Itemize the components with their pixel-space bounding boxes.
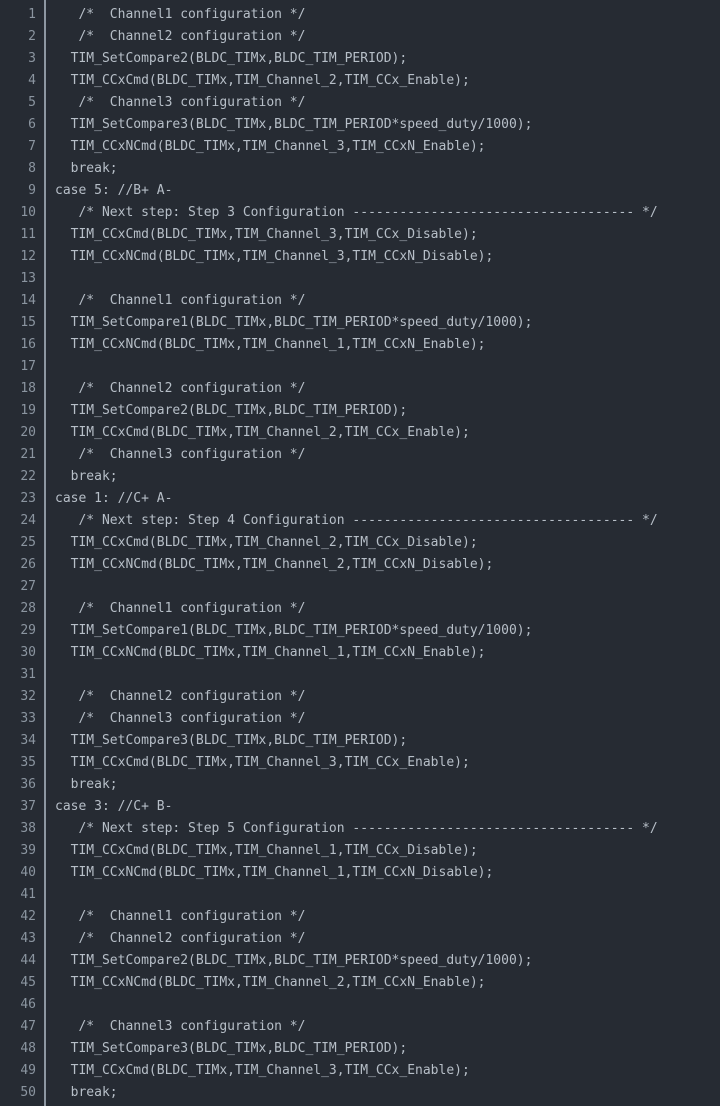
code-text[interactable]	[44, 268, 720, 290]
line-number: 44	[20, 953, 36, 968]
code-text[interactable]	[44, 884, 720, 906]
line-number: 6	[28, 117, 36, 132]
line-number: 41	[20, 887, 36, 902]
line-number: 42	[20, 909, 36, 924]
code-line-row	[0, 246, 720, 268]
code-text[interactable]: TIM_CCxCmd(BLDC_TIMx,TIM_Channel_1,TIM_CCx_Disable);	[55, 843, 478, 858]
code-line-row	[0, 554, 720, 576]
code-text[interactable]: break;	[55, 469, 118, 484]
code-line-row	[0, 224, 720, 246]
line-number: 14	[20, 293, 36, 308]
line-number: 50	[20, 1085, 36, 1100]
code-line-row	[0, 730, 720, 752]
code-line-row	[0, 532, 720, 554]
code-line-row	[0, 26, 720, 48]
line-number: 37	[20, 799, 36, 814]
code-line-row	[0, 576, 720, 598]
code-text[interactable]: /* Next step: Step 3 Configuration ------------------------------------ */	[55, 205, 658, 220]
line-number: 10	[20, 205, 36, 220]
code-text[interactable]: TIM_SetCompare3(BLDC_TIMx,BLDC_TIM_PERIOD*speed_duty/1000);	[55, 117, 533, 132]
line-number: 27	[20, 579, 36, 594]
code-line-row	[0, 70, 720, 92]
code-text[interactable]	[44, 994, 720, 1016]
code-line-row	[0, 972, 720, 994]
code-line-row	[0, 818, 720, 840]
line-number: 38	[20, 821, 36, 836]
code-text[interactable]	[44, 576, 720, 598]
line-number: 32	[20, 689, 36, 704]
code-text[interactable]: TIM_SetCompare2(BLDC_TIMx,BLDC_TIM_PERIOD*speed_duty/1000);	[55, 953, 533, 968]
line-number: 4	[28, 73, 36, 88]
code-line-row	[0, 334, 720, 356]
line-number: 36	[20, 777, 36, 792]
code-line-row	[0, 642, 720, 664]
code-text[interactable]: TIM_CCxCmd(BLDC_TIMx,TIM_Channel_2,TIM_CCx_Disable);	[55, 535, 478, 550]
line-number: 46	[20, 997, 36, 1012]
line-number: 40	[20, 865, 36, 880]
code-line-row	[0, 444, 720, 466]
line-number: 20	[20, 425, 36, 440]
code-text[interactable]: TIM_CCxCmd(BLDC_TIMx,TIM_Channel_3,TIM_CCx_Disable);	[55, 227, 478, 242]
code-text[interactable]: /* Next step: Step 4 Configuration ------------------------------------ */	[55, 513, 658, 528]
code-line-row	[0, 158, 720, 180]
code-text[interactable]: TIM_SetCompare1(BLDC_TIMx,BLDC_TIM_PERIOD*speed_duty/1000);	[55, 623, 533, 638]
line-number: 25	[20, 535, 36, 550]
code-line-row	[0, 994, 720, 1016]
line-number: 26	[20, 557, 36, 572]
code-text[interactable]: TIM_CCxCmd(BLDC_TIMx,TIM_Channel_2,TIM_CCx_Enable);	[55, 73, 470, 88]
gutter-separator	[44, 0, 46, 1106]
code-text[interactable]: /* Channel1 configuration */	[55, 293, 306, 308]
code-line-row	[0, 686, 720, 708]
code-line-row	[0, 928, 720, 950]
line-number: 24	[20, 513, 36, 528]
code-text[interactable]: TIM_CCxNCmd(BLDC_TIMx,TIM_Channel_3,TIM_CCxN_Enable);	[55, 139, 486, 154]
code-text[interactable]: /* Channel2 configuration */	[55, 29, 306, 44]
code-line-row	[0, 268, 720, 290]
code-line-row	[0, 312, 720, 334]
code-line-row	[0, 708, 720, 730]
code-line-row	[0, 862, 720, 884]
code-line-row	[0, 774, 720, 796]
line-number: 17	[20, 359, 36, 374]
code-text[interactable]: case 5: //B+ A-	[55, 183, 173, 198]
code-line-row	[0, 664, 720, 686]
code-text[interactable]: case 3: //C+ B-	[55, 799, 173, 814]
line-number: 2	[28, 29, 36, 44]
code-line-row	[0, 4, 720, 26]
line-number: 18	[20, 381, 36, 396]
code-line-row	[0, 906, 720, 928]
line-number: 34	[20, 733, 36, 748]
code-line-row	[0, 1038, 720, 1060]
code-text[interactable]: /* Channel1 configuration */	[55, 601, 306, 616]
code-text[interactable]: TIM_CCxNCmd(BLDC_TIMx,TIM_Channel_2,TIM_CCxN_Enable);	[55, 975, 486, 990]
line-number: 43	[20, 931, 36, 946]
line-number: 33	[20, 711, 36, 726]
code-text[interactable]: /* Channel3 configuration */	[55, 95, 306, 110]
line-number: 9	[28, 183, 36, 198]
code-line-row	[0, 202, 720, 224]
line-number: 48	[20, 1041, 36, 1056]
code-line-row	[0, 422, 720, 444]
code-text[interactable]: break;	[55, 161, 118, 176]
line-number: 29	[20, 623, 36, 638]
code-text[interactable]: /* Next step: Step 5 Configuration ------------------------------------ */	[55, 821, 658, 836]
code-text[interactable]: TIM_CCxCmd(BLDC_TIMx,TIM_Channel_2,TIM_CCx_Enable);	[55, 425, 470, 440]
code-line-row	[0, 136, 720, 158]
code-line-row	[0, 92, 720, 114]
code-text[interactable]: TIM_CCxCmd(BLDC_TIMx,TIM_Channel_3,TIM_CCx_Enable);	[55, 755, 470, 770]
code-text[interactable]: /* Channel2 configuration */	[55, 931, 306, 946]
code-text[interactable]	[44, 356, 720, 378]
code-text[interactable]: TIM_CCxCmd(BLDC_TIMx,TIM_Channel_3,TIM_CCx_Enable);	[55, 1063, 470, 1078]
code-line-row	[0, 488, 720, 510]
code-text[interactable]: TIM_CCxNCmd(BLDC_TIMx,TIM_Channel_1,TIM_CCxN_Disable);	[55, 865, 494, 880]
line-number: 13	[20, 271, 36, 286]
line-number: 5	[28, 95, 36, 110]
line-number: 1	[28, 7, 36, 22]
code-text[interactable]: /* Channel1 configuration */	[55, 909, 306, 924]
line-number: 3	[28, 51, 36, 66]
code-text[interactable]: TIM_SetCompare1(BLDC_TIMx,BLDC_TIM_PERIOD*speed_duty/1000);	[55, 315, 533, 330]
code-text[interactable]: break;	[55, 777, 118, 792]
line-number: 35	[20, 755, 36, 770]
line-number: 31	[20, 667, 36, 682]
code-text[interactable]: TIM_SetCompare3(BLDC_TIMx,BLDC_TIM_PERIOD);	[55, 1041, 408, 1056]
line-number: 30	[20, 645, 36, 660]
line-number: 47	[20, 1019, 36, 1034]
line-number: 8	[28, 161, 36, 176]
code-line-row	[0, 598, 720, 620]
code-line-row	[0, 1060, 720, 1082]
line-number: 49	[20, 1063, 36, 1078]
line-number: 22	[20, 469, 36, 484]
line-number: 39	[20, 843, 36, 858]
line-number: 7	[28, 139, 36, 154]
code-text[interactable]: break;	[55, 1085, 118, 1100]
code-line-row	[0, 466, 720, 488]
code-line-row	[0, 620, 720, 642]
code-line-row	[0, 378, 720, 400]
code-line-row	[0, 48, 720, 70]
code-text[interactable]: TIM_CCxNCmd(BLDC_TIMx,TIM_Channel_2,TIM_CCxN_Disable);	[55, 557, 494, 572]
code-text[interactable]: TIM_CCxNCmd(BLDC_TIMx,TIM_Channel_3,TIM_CCxN_Disable);	[55, 249, 494, 264]
code-text[interactable]: /* Channel3 configuration */	[55, 711, 306, 726]
code-line-row	[0, 510, 720, 532]
code-text[interactable]: TIM_SetCompare3(BLDC_TIMx,BLDC_TIM_PERIOD);	[55, 733, 408, 748]
code-text[interactable]: case 1: //C+ A-	[55, 491, 173, 506]
code-line-row	[0, 752, 720, 774]
line-number: 23	[20, 491, 36, 506]
code-text[interactable]: TIM_CCxNCmd(BLDC_TIMx,TIM_Channel_1,TIM_CCxN_Enable);	[55, 645, 486, 660]
line-number: 12	[20, 249, 36, 264]
code-text[interactable]: TIM_CCxNCmd(BLDC_TIMx,TIM_Channel_1,TIM_CCxN_Enable);	[55, 337, 486, 352]
code-line-row	[0, 950, 720, 972]
line-number: 16	[20, 337, 36, 352]
code-text[interactable]: /* Channel1 configuration */	[55, 7, 306, 22]
code-line-row	[0, 356, 720, 378]
code-line-row	[0, 796, 720, 818]
code-line-row	[0, 400, 720, 422]
line-number: 28	[20, 601, 36, 616]
code-text[interactable]: /* Channel2 configuration */	[55, 689, 306, 704]
code-text[interactable]: /* Channel2 configuration */	[55, 381, 306, 396]
code-text[interactable]	[44, 664, 720, 686]
code-line-row	[0, 114, 720, 136]
line-number: 21	[20, 447, 36, 462]
code-line-row	[0, 840, 720, 862]
line-number: 15	[20, 315, 36, 330]
code-lines	[0, 4, 720, 1104]
code-text[interactable]: TIM_SetCompare2(BLDC_TIMx,BLDC_TIM_PERIOD);	[55, 403, 408, 418]
code-text[interactable]: TIM_SetCompare2(BLDC_TIMx,BLDC_TIM_PERIOD);	[55, 51, 408, 66]
code-line-row	[0, 1016, 720, 1038]
code-line-row	[0, 1082, 720, 1104]
line-number: 11	[20, 227, 36, 242]
code-text[interactable]: /* Channel3 configuration */	[55, 1019, 306, 1034]
code-line-row	[0, 884, 720, 906]
line-number: 45	[20, 975, 36, 990]
line-number: 19	[20, 403, 36, 418]
code-line-row	[0, 180, 720, 202]
code-text[interactable]: /* Channel3 configuration */	[55, 447, 306, 462]
code-line-row	[0, 290, 720, 312]
